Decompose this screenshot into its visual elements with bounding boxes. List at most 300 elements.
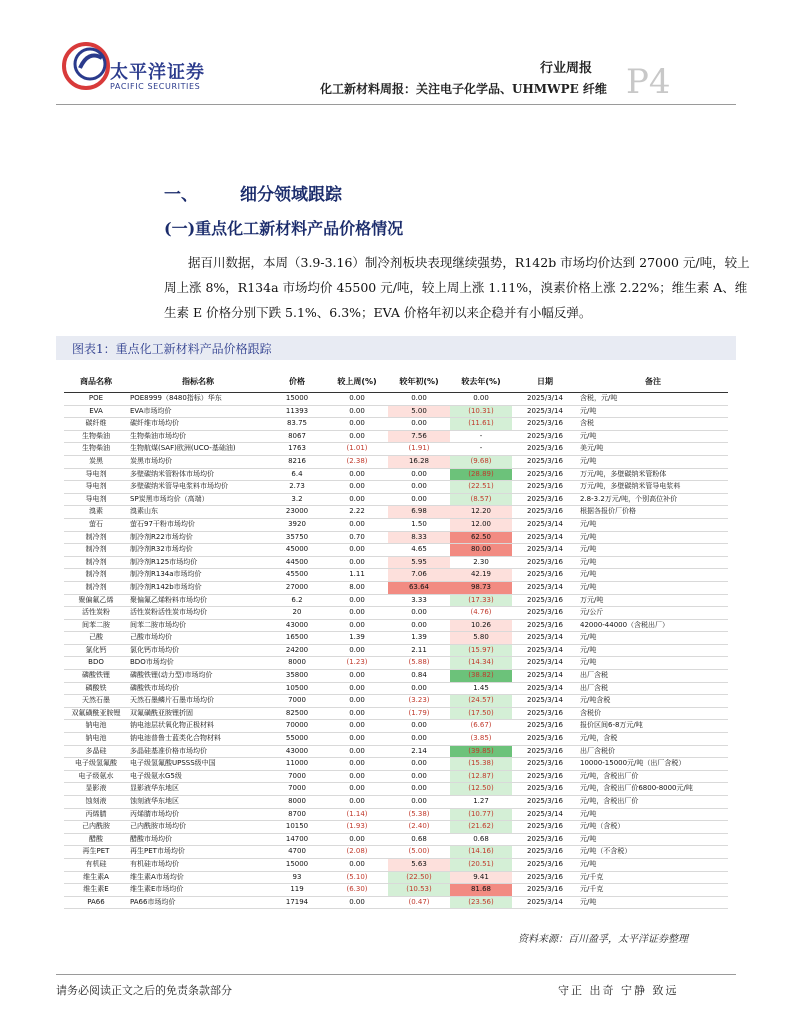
table-row	[64, 884, 728, 897]
cell-product: 电子级氢氟酸	[64, 758, 128, 771]
cell-date: 2025/3/14	[512, 518, 578, 531]
table-body	[64, 393, 728, 909]
table-row	[64, 430, 728, 443]
table-row	[64, 833, 728, 846]
cell-date: 2025/3/16	[512, 846, 578, 859]
cell-ytd: 0.84	[388, 670, 450, 683]
cell-note: 出厂含税	[578, 670, 728, 683]
cell-yoy: (3.85)	[450, 733, 512, 746]
cell-date: 2025/3/16	[512, 569, 578, 582]
cell-date: 2025/3/16	[512, 418, 578, 431]
cell-price: 27000	[268, 581, 326, 594]
cell-wow: 0.00	[326, 468, 388, 481]
cell-wow: (1.23)	[326, 657, 388, 670]
cell-date: 2025/3/14	[512, 632, 578, 645]
cell-product: 炭黑	[64, 455, 128, 468]
cell-wow: 0.00	[326, 556, 388, 569]
table-row	[64, 493, 728, 506]
cell-ytd: 8.33	[388, 531, 450, 544]
cell-note: 万元/吨，多壁碳纳米管粉体	[578, 468, 728, 481]
cell-price: 8000	[268, 657, 326, 670]
cell-date: 2025/3/16	[512, 594, 578, 607]
cell-yoy: 0.00	[450, 393, 512, 406]
cell-indicator: BDO市场均价	[128, 657, 268, 670]
cell-indicator: 生物航煤(SAF)欧洲(UCO-基础油)	[128, 443, 268, 456]
cell-date: 2025/3/16	[512, 821, 578, 834]
logo-swoosh	[80, 56, 102, 68]
cell-note: 元/吨（不含税）	[578, 846, 728, 859]
cell-yoy: 12.00	[450, 518, 512, 531]
cell-yoy: 81.68	[450, 884, 512, 897]
cell-yoy: 42.19	[450, 569, 512, 582]
logo-name-cn: 太平洋证券	[110, 62, 205, 83]
cell-product: 再生PET	[64, 846, 128, 859]
cell-wow: (6.30)	[326, 884, 388, 897]
cell-yoy: (15.97)	[450, 644, 512, 657]
cell-ytd: (10.53)	[388, 884, 450, 897]
header-yoy: 较去年(%)	[450, 372, 512, 393]
cell-price: 70000	[268, 720, 326, 733]
cell-ytd: (5.00)	[388, 846, 450, 859]
header-indicator: 指标名称	[128, 372, 268, 393]
cell-indicator: 有机硅市场均价	[128, 858, 268, 871]
cell-date: 2025/3/16	[512, 707, 578, 720]
cell-ytd: 2.11	[388, 644, 450, 657]
cell-date: 2025/3/16	[512, 858, 578, 871]
cell-indicator: 炭黑市场均价	[128, 455, 268, 468]
cell-price: 8000	[268, 796, 326, 809]
cell-product: 钠电池	[64, 733, 128, 746]
table-row	[64, 544, 728, 557]
cell-wow: 0.00	[326, 720, 388, 733]
cell-note: 元/吨	[578, 858, 728, 871]
cell-note: 元/吨	[578, 556, 728, 569]
cell-ytd: 0.00	[388, 682, 450, 695]
footer-disclaimer: 请务必阅读正文之后的免责条款部分	[56, 984, 232, 997]
subsection-title: (一)重点化工新材料产品价格情况	[164, 219, 404, 238]
cell-indicator: 活性炭粉活性炭市场均价	[128, 607, 268, 620]
table-header-row	[64, 372, 728, 393]
cell-note: 美元/吨	[578, 443, 728, 456]
cell-yoy: 80.00	[450, 544, 512, 557]
cell-yoy: (6.67)	[450, 720, 512, 733]
cell-ytd: 0.00	[388, 468, 450, 481]
table-row	[64, 758, 728, 771]
cell-wow: 0.00	[326, 544, 388, 557]
cell-wow: 0.00	[326, 733, 388, 746]
cell-note: 元/吨	[578, 808, 728, 821]
cell-yoy: 10.26	[450, 619, 512, 632]
cell-yoy: (22.51)	[450, 481, 512, 494]
cell-yoy: (15.38)	[450, 758, 512, 771]
cell-indicator: 多壁碳纳米管粉体市场均价	[128, 468, 268, 481]
cell-yoy: 1.45	[450, 682, 512, 695]
cell-indicator: 显影液华东地区	[128, 783, 268, 796]
cell-wow: 0.00	[326, 644, 388, 657]
cell-note: 出厂含税	[578, 682, 728, 695]
cell-yoy: (8.57)	[450, 493, 512, 506]
cell-date: 2025/3/14	[512, 581, 578, 594]
cell-indicator: EVA市场均价	[128, 405, 268, 418]
cell-wow: 0.00	[326, 896, 388, 909]
cell-ytd: 0.68	[388, 833, 450, 846]
cell-date: 2025/3/16	[512, 556, 578, 569]
cell-price: 93	[268, 871, 326, 884]
cell-yoy: (17.33)	[450, 594, 512, 607]
report-type: 行业周报	[540, 61, 593, 76]
cell-ytd: 2.14	[388, 745, 450, 758]
cell-wow: 0.00	[326, 833, 388, 846]
section-number: 一、	[164, 185, 198, 205]
cell-date: 2025/3/16	[512, 884, 578, 897]
cell-ytd: (5.88)	[388, 657, 450, 670]
cell-ytd: (2.40)	[388, 821, 450, 834]
cell-note: 报价区间6-8万元/吨	[578, 720, 728, 733]
cell-indicator: 丙烯腈市场均价	[128, 808, 268, 821]
cell-wow: 0.00	[326, 393, 388, 406]
footer-divider	[56, 974, 736, 975]
cell-indicator: 再生PET市场均价	[128, 846, 268, 859]
cell-note: 元/吨	[578, 544, 728, 557]
cell-note: 元/吨	[578, 644, 728, 657]
cell-price: 14700	[268, 833, 326, 846]
cell-product: 溴素	[64, 506, 128, 519]
cell-ytd: 0.00	[388, 720, 450, 733]
cell-wow: 0.00	[326, 758, 388, 771]
cell-price: 7000	[268, 783, 326, 796]
table-row	[64, 707, 728, 720]
cell-product: 有机硅	[64, 858, 128, 871]
cell-product: 制冷剂	[64, 581, 128, 594]
cell-date: 2025/3/16	[512, 758, 578, 771]
table-row	[64, 619, 728, 632]
cell-yoy: (4.76)	[450, 607, 512, 620]
cell-note: 42000-44000（含税出厂）	[578, 619, 728, 632]
cell-product: 间苯二胺	[64, 619, 128, 632]
cell-indicator: 双氟磺酰亚胺锂折固	[128, 707, 268, 720]
cell-note: 根据各报价厂价格	[578, 506, 728, 519]
cell-wow: 8.00	[326, 581, 388, 594]
cell-product: 醋酸	[64, 833, 128, 846]
cell-price: 7000	[268, 695, 326, 708]
cell-product: 生物柴油	[64, 443, 128, 456]
cell-price: 6.2	[268, 594, 326, 607]
cell-yoy: (10.31)	[450, 405, 512, 418]
cell-date: 2025/3/16	[512, 745, 578, 758]
page-number: P4	[626, 62, 671, 102]
table-row	[64, 455, 728, 468]
cell-product: 制冷剂	[64, 569, 128, 582]
header-product: 商品名称	[64, 372, 128, 393]
cell-price: 45000	[268, 544, 326, 557]
cell-wow: 0.00	[326, 518, 388, 531]
header-note: 备注	[578, 372, 728, 393]
cell-date: 2025/3/16	[512, 619, 578, 632]
cell-price: 20	[268, 607, 326, 620]
cell-date: 2025/3/16	[512, 430, 578, 443]
cell-yoy: (12.87)	[450, 770, 512, 783]
section-title: 细分领域跟踪	[240, 185, 342, 205]
cell-yoy: (38.82)	[450, 670, 512, 683]
cell-product: 磷酸铁锂	[64, 670, 128, 683]
cell-wow: 0.00	[326, 619, 388, 632]
cell-wow: 0.00	[326, 493, 388, 506]
cell-date: 2025/3/16	[512, 455, 578, 468]
cell-price: 8216	[268, 455, 326, 468]
cell-ytd: 0.00	[388, 733, 450, 746]
cell-wow: (1.01)	[326, 443, 388, 456]
cell-note: 元/吨	[578, 896, 728, 909]
cell-ytd: 7.06	[388, 569, 450, 582]
table-row	[64, 569, 728, 582]
cell-yoy: (24.57)	[450, 695, 512, 708]
cell-ytd: 1.39	[388, 632, 450, 645]
table-row	[64, 896, 728, 909]
cell-indicator: POE8999（8480指标）华东	[128, 393, 268, 406]
cell-indicator: 多壁碳纳米管导电浆料市场均价	[128, 481, 268, 494]
table-row	[64, 858, 728, 871]
cell-date: 2025/3/16	[512, 720, 578, 733]
cell-product: 导电剂	[64, 493, 128, 506]
header-divider	[56, 104, 736, 105]
table-row	[64, 443, 728, 456]
cell-ytd: 0.00	[388, 418, 450, 431]
cell-price: 15000	[268, 393, 326, 406]
cell-ytd: 0.00	[388, 481, 450, 494]
cell-date: 2025/3/16	[512, 833, 578, 846]
cell-ytd: (1.91)	[388, 443, 450, 456]
cell-date: 2025/3/16	[512, 783, 578, 796]
cell-wow: (1.93)	[326, 821, 388, 834]
cell-indicator: 制冷剂R32市场均价	[128, 544, 268, 557]
cell-price: 35750	[268, 531, 326, 544]
cell-date: 2025/3/14	[512, 531, 578, 544]
cell-yoy: (23.56)	[450, 896, 512, 909]
footer-motto: 守正 出奇 宁静 致远	[558, 984, 679, 997]
cell-note: 元/吨含税	[578, 695, 728, 708]
cell-yoy: 62.50	[450, 531, 512, 544]
cell-product: 制冷剂	[64, 556, 128, 569]
cell-note: 出厂含税价	[578, 745, 728, 758]
table-row	[64, 556, 728, 569]
cell-product: 氯化钙	[64, 644, 128, 657]
cell-ytd: 63.64	[388, 581, 450, 594]
cell-ytd: 16.28	[388, 455, 450, 468]
cell-yoy: (39.85)	[450, 745, 512, 758]
cell-indicator: 溴素山东	[128, 506, 268, 519]
cell-wow: 0.00	[326, 783, 388, 796]
cell-ytd: 0.00	[388, 783, 450, 796]
cell-ytd: 0.00	[388, 758, 450, 771]
cell-note: 元/吨	[578, 569, 728, 582]
cell-ytd: (0.47)	[388, 896, 450, 909]
cell-yoy: (11.61)	[450, 418, 512, 431]
cell-wow: 0.00	[326, 770, 388, 783]
cell-date: 2025/3/16	[512, 607, 578, 620]
cell-product: 导电剂	[64, 481, 128, 494]
cell-date: 2025/3/14	[512, 670, 578, 683]
cell-price: 8067	[268, 430, 326, 443]
cell-price: 3920	[268, 518, 326, 531]
cell-price: 10500	[268, 682, 326, 695]
cell-wow: 0.00	[326, 858, 388, 871]
table-row	[64, 531, 728, 544]
cell-wow: 0.00	[326, 594, 388, 607]
cell-product: BDO	[64, 657, 128, 670]
cell-note: 元/吨	[578, 455, 728, 468]
cell-date: 2025/3/16	[512, 733, 578, 746]
logo-name-en: PACIFIC SECURITIES	[110, 82, 201, 91]
table-row	[64, 808, 728, 821]
cell-product: POE	[64, 393, 128, 406]
cell-ytd: 0.00	[388, 393, 450, 406]
cell-wow: 2.22	[326, 506, 388, 519]
body-paragraph: 据百川数据，本周（3.9-3.16）制冷剂板块表现继续强势，R142b 市场均价达到 27000 元/吨，较上周上涨 8%，R134a 市场均价 45500 元/吨，较上周上涨 1.11%，溴素价格上涨 2.22%；维生素 A、维生素 E 价格分别下跌 5.1%、6.3%；EVA 价格年初以来企稳并有小幅反弹。	[164, 255, 750, 320]
header-ytd: 较年初(%)	[388, 372, 450, 393]
cell-date: 2025/3/14	[512, 405, 578, 418]
cell-yoy: 98.73	[450, 581, 512, 594]
cell-yoy: (17.50)	[450, 707, 512, 720]
cell-indicator: 天然石墨鳞片石墨市场均价	[128, 695, 268, 708]
cell-yoy: (28.89)	[450, 468, 512, 481]
cell-indicator: SP炭黑市场均价（高端）	[128, 493, 268, 506]
cell-note: 含税，元/吨	[578, 393, 728, 406]
cell-yoy: (20.51)	[450, 858, 512, 871]
report-title: 化工新材料周报：关注电子化学品、UHMWPE 纤维	[320, 82, 607, 96]
cell-price: 11000	[268, 758, 326, 771]
table-row	[64, 607, 728, 620]
cell-wow: 0.00	[326, 796, 388, 809]
cell-price: 8700	[268, 808, 326, 821]
cell-date: 2025/3/14	[512, 644, 578, 657]
table-row	[64, 720, 728, 733]
logo-ring-blue	[75, 49, 105, 79]
cell-product: 双氟磺酰亚胺锂	[64, 707, 128, 720]
cell-date: 2025/3/16	[512, 443, 578, 456]
cell-note: 2.8-3.2万元/吨，个别高位补价	[578, 493, 728, 506]
cell-yoy: (14.16)	[450, 846, 512, 859]
cell-note: 元/千克	[578, 871, 728, 884]
cell-note: 含税	[578, 418, 728, 431]
cell-wow: 0.00	[326, 418, 388, 431]
cell-product: 己酸	[64, 632, 128, 645]
cell-price: 43000	[268, 745, 326, 758]
cell-date: 2025/3/14	[512, 544, 578, 557]
cell-ytd: (1.79)	[388, 707, 450, 720]
cell-product: 多晶硅	[64, 745, 128, 758]
cell-product: 生物柴油	[64, 430, 128, 443]
table-row	[64, 682, 728, 695]
cell-indicator: 碳纤维市场均价	[128, 418, 268, 431]
table-row	[64, 518, 728, 531]
table-row	[64, 418, 728, 431]
cell-ytd: 0.00	[388, 607, 450, 620]
cell-price: 43000	[268, 619, 326, 632]
cell-yoy: 12.20	[450, 506, 512, 519]
cell-date: 2025/3/16	[512, 796, 578, 809]
cell-yoy: -	[450, 443, 512, 456]
cell-yoy: 9.41	[450, 871, 512, 884]
cell-price: 15000	[268, 858, 326, 871]
cell-indicator: 己酸市场均价	[128, 632, 268, 645]
cell-ytd: 0.00	[388, 493, 450, 506]
table-row	[64, 393, 728, 406]
cell-date: 2025/3/16	[512, 481, 578, 494]
price-table-container	[64, 372, 728, 909]
cell-date: 2025/3/16	[512, 770, 578, 783]
cell-price: 17194	[268, 896, 326, 909]
figure-title: 图表1：重点化工新材料产品价格跟踪	[72, 342, 272, 356]
cell-ytd: (3.23)	[388, 695, 450, 708]
cell-product: 电子级氨水	[64, 770, 128, 783]
cell-ytd: 0.00	[388, 619, 450, 632]
cell-indicator: 磷酸铁市场均价	[128, 682, 268, 695]
cell-price: 35800	[268, 670, 326, 683]
cell-wow: 0.00	[326, 481, 388, 494]
cell-product: PA66	[64, 896, 128, 909]
cell-note: 元/千克	[578, 884, 728, 897]
cell-note: 元/吨（含税）	[578, 821, 728, 834]
cell-ytd: 6.98	[388, 506, 450, 519]
cell-price: 16500	[268, 632, 326, 645]
cell-price: 6.4	[268, 468, 326, 481]
cell-note: 万元/吨	[578, 594, 728, 607]
cell-indicator: 电子级氢氟酸UPSSS级中国	[128, 758, 268, 771]
cell-price: 7000	[268, 770, 326, 783]
cell-date: 2025/3/16	[512, 468, 578, 481]
cell-indicator: 制冷剂R134a市场均价	[128, 569, 268, 582]
table-row	[64, 733, 728, 746]
price-tracking-table	[64, 372, 728, 909]
cell-wow: 0.00	[326, 405, 388, 418]
table-row	[64, 783, 728, 796]
cell-product: 钠电池	[64, 720, 128, 733]
table-row	[64, 468, 728, 481]
cell-indicator: 氯化钙市场均价	[128, 644, 268, 657]
cell-ytd: 0.00	[388, 796, 450, 809]
cell-yoy: 5.80	[450, 632, 512, 645]
cell-indicator: 蚀刻液华东地区	[128, 796, 268, 809]
cell-note: 元/吨	[578, 657, 728, 670]
cell-product: 天然石墨	[64, 695, 128, 708]
cell-price: 2.73	[268, 481, 326, 494]
cell-yoy: (21.62)	[450, 821, 512, 834]
cell-note: 元/吨	[578, 581, 728, 594]
header-wow: 较上周(%)	[326, 372, 388, 393]
cell-wow: 1.39	[326, 632, 388, 645]
cell-wow: 0.70	[326, 531, 388, 544]
table-row	[64, 871, 728, 884]
cell-date: 2025/3/16	[512, 871, 578, 884]
cell-indicator: 维生素A市场均价	[128, 871, 268, 884]
cell-indicator: 电子级氨水G5级	[128, 770, 268, 783]
cell-product: 维生素E	[64, 884, 128, 897]
cell-note: 元/吨	[578, 833, 728, 846]
cell-product: 活性炭粉	[64, 607, 128, 620]
cell-wow: 1.11	[326, 569, 388, 582]
table-row	[64, 695, 728, 708]
cell-indicator: 萤石97干粉市场均价	[128, 518, 268, 531]
cell-date: 2025/3/14	[512, 808, 578, 821]
table-row	[64, 770, 728, 783]
cell-date: 2025/3/14	[512, 695, 578, 708]
cell-product: 维生素A	[64, 871, 128, 884]
cell-note: 元/吨	[578, 531, 728, 544]
cell-price: 55000	[268, 733, 326, 746]
cell-product: 显影液	[64, 783, 128, 796]
cell-wow: 0.00	[326, 670, 388, 683]
cell-indicator: 钠电池层状氧化物正极材料	[128, 720, 268, 733]
